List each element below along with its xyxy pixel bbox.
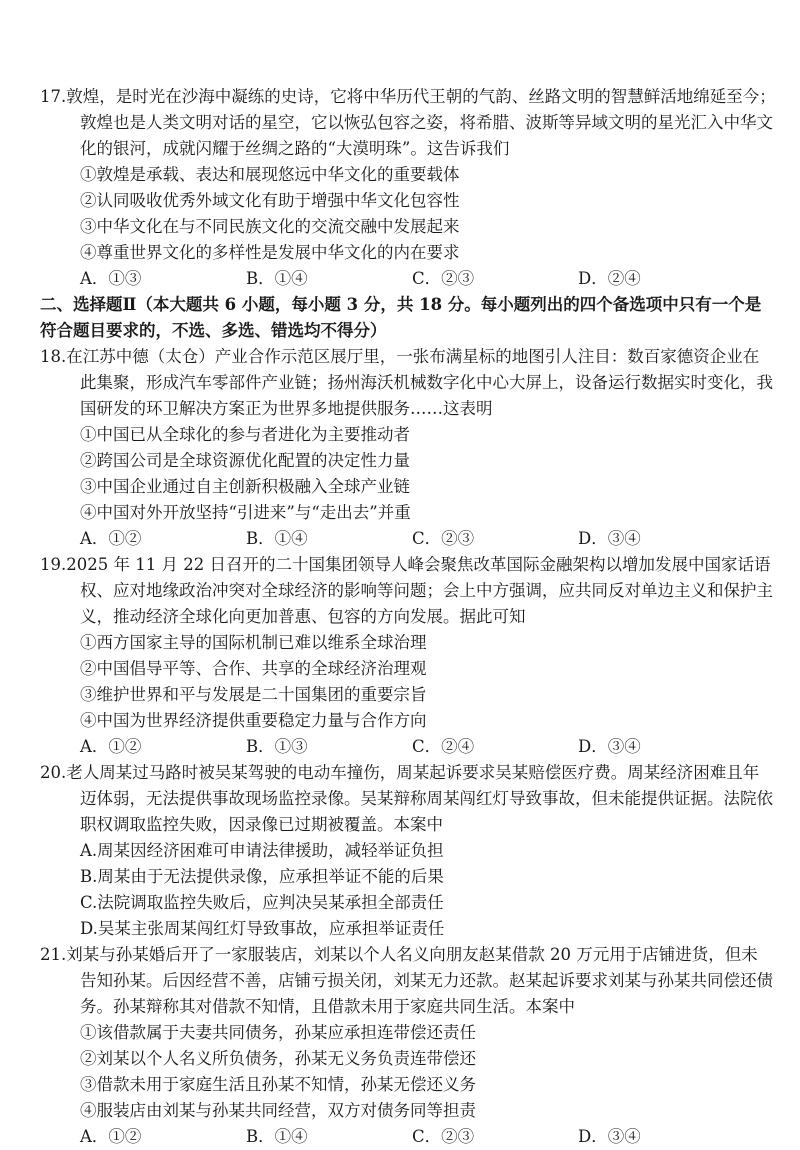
statement-option: ④尊重世界文化的多样性是发展中华文化的内在要求 xyxy=(80,243,460,262)
answer-choice-d: D．③④ xyxy=(578,529,641,548)
answer-choice-b: B．①④ xyxy=(246,269,308,288)
section-heading-line: 符合题目要求的，不选、多选、错选均不得分） xyxy=(40,321,387,340)
question-stem-line: 务。孙某辩称其对借款不知情，且借款未用于家庭共同生活。本案中 xyxy=(80,997,575,1016)
statement-option: ②中国倡导平等、合作、共享的全球经济治理观 xyxy=(80,659,427,678)
statement-option: ①中国已从全球化的参与者进化为主要推动者 xyxy=(80,425,410,444)
statement-option: ②跨国公司是全球资源优化配置的决定性力量 xyxy=(80,451,410,470)
question-17 xyxy=(40,84,776,292)
statement-option: ④中国对外开放坚持“引进来”与“走出去”并重 xyxy=(80,503,411,522)
question-stem-line: 19.2025 年 11 月 22 日召开的二十国集团领导人峰会聚焦改革国际金融架构以增加发展中国家话语 xyxy=(40,555,771,574)
question-stem-line: 迈体弱，无法提供事故现场监控录像。吴某辩称周某闯红灯导致事故，但未能提供证据。法院依 xyxy=(80,789,773,808)
question-19 xyxy=(40,552,773,760)
answer-choice-d: D．②④ xyxy=(578,269,641,288)
answer-choices xyxy=(40,734,770,760)
question-stem-line: 义，推动经济全球化向更加普惠、包容的方向发展。据此可知 xyxy=(80,607,526,626)
statement-option: ④服装店由刘某与孙某共同经营，双方对债务同等担责 xyxy=(80,1101,476,1120)
question-stem-line: 此集聚，形成汽车零部件产业链；扬州海沃机械数字化中心大屏上，设备运行数据实时变化，我 xyxy=(80,373,773,392)
answer-choice-b: B．①③ xyxy=(246,737,308,756)
statement-option: ③中国企业通过自主创新积极融入全球产业链 xyxy=(80,477,410,496)
exam-page xyxy=(40,84,776,1150)
answer-choices xyxy=(40,266,770,292)
question-stem-line: 20.老人周某过马路时被吴某驾驶的电动车撞伤，周某起诉要求吴某赔偿医疗费。周某经济困难且年 xyxy=(40,763,760,782)
answer-choice-a: A．①② xyxy=(80,737,142,756)
question-stem-line: 21.刘某与孙某婚后开了一家服装店，刘某以个人名义向朋友赵某借款 20 万元用于店铺进货，但未 xyxy=(40,945,758,964)
statement-option: ①该借款属于夫妻共同债务，孙某应承担连带偿还责任 xyxy=(80,1023,476,1042)
section-2-header xyxy=(40,292,770,344)
question-stem-line: 权、应对地缘政治冲突对全球经济的影响等问题；会上中方强调，应共同反对单边主义和保护主 xyxy=(80,581,773,600)
answer-choices xyxy=(40,1124,770,1150)
answer-choice-c: C．②③ xyxy=(412,269,475,288)
answer-option-a: A.周某因经济困难可申请法律援助，减轻举证负担 xyxy=(80,841,444,860)
answer-choice-d: D．③④ xyxy=(578,737,641,756)
statement-option: ②刘某以个人名义所负债务，孙某无义务负责连带偿还 xyxy=(80,1049,476,1068)
question-stem-line: 告知孙某。后因经营不善，店铺亏损关闭，刘某无力还款。赵某起诉要求刘某与孙某共同偿还债 xyxy=(80,971,773,990)
question-stem-line: 职权调取监控失败，因录像已过期被覆盖。本案中 xyxy=(80,815,443,834)
question-18 xyxy=(40,344,773,552)
answer-option-c: C.法院调取监控失败后，应判决吴某承担全部责任 xyxy=(80,893,444,912)
answer-choice-c: C．②③ xyxy=(412,1127,475,1146)
answer-choice-b: B．①④ xyxy=(246,1127,308,1146)
question-20 xyxy=(40,760,773,942)
question-stem-line: 敦煌也是人类文明对话的星空，它以恢弘包容之姿，将希腊、波斯等异域文明的星光汇入中华文 xyxy=(80,113,773,132)
answer-choice-b: B．①④ xyxy=(246,529,308,548)
answer-choice-d: D．③④ xyxy=(578,1127,641,1146)
statement-option: ④中国为世界经济提供重要稳定力量与合作方向 xyxy=(80,711,427,730)
statement-option: ③维护世界和平与发展是二十国集团的重要宗旨 xyxy=(80,685,427,704)
answer-choice-a: A．①② xyxy=(80,1127,142,1146)
statement-option: ③借款未用于家庭生活且孙某不知情，孙某无偿还义务 xyxy=(80,1075,476,1094)
answer-option-d: D.吴某主张周某闯红灯导致事故，应承担举证责任 xyxy=(80,919,445,938)
statement-option: ③中华文化在与不同民族文化的交流交融中发展起来 xyxy=(80,217,460,236)
section-heading-line: 二、选择题Ⅱ（本大题共 6 小题，每小题 3 分，共 18 分。每小题列出的四个备选项中只有一个是 xyxy=(40,295,762,314)
question-21 xyxy=(40,942,773,1150)
statement-option: ①西方国家主导的国际机制已难以维系全球治理 xyxy=(80,633,427,652)
question-stem-line: 国研发的环卫解决方案正为世界多地提供服务……这表明 xyxy=(80,399,493,418)
answer-choice-c: C．②③ xyxy=(412,529,475,548)
answer-option-b: B.周某由于无法提供录像，应承担举证不能的后果 xyxy=(80,867,444,886)
answer-choice-a: A．①② xyxy=(80,529,142,548)
answer-choices xyxy=(40,526,770,552)
question-stem-line: 18.在江苏中德（太仓）产业合作示范区展厅里，一张布满星标的地图引人注目：数百家德资企业在 xyxy=(40,347,760,366)
question-stem-line: 化的银河，成就闪耀于丝绸之路的“大漠明珠”。这告诉我们 xyxy=(80,139,510,158)
question-stem-line: 17.敦煌，是时光在沙海中凝练的史诗，它将中华历代王朝的气韵、丝路文明的智慧鲜活地绵延至今； xyxy=(40,87,776,106)
statement-option: ②认同吸收优秀外域文化有助于增强中华文化包容性 xyxy=(80,191,460,210)
answer-choice-c: C．②④ xyxy=(412,737,475,756)
answer-choice-a: A．①③ xyxy=(80,269,142,288)
statement-option: ①敦煌是承载、表达和展现悠远中华文化的重要载体 xyxy=(80,165,460,184)
